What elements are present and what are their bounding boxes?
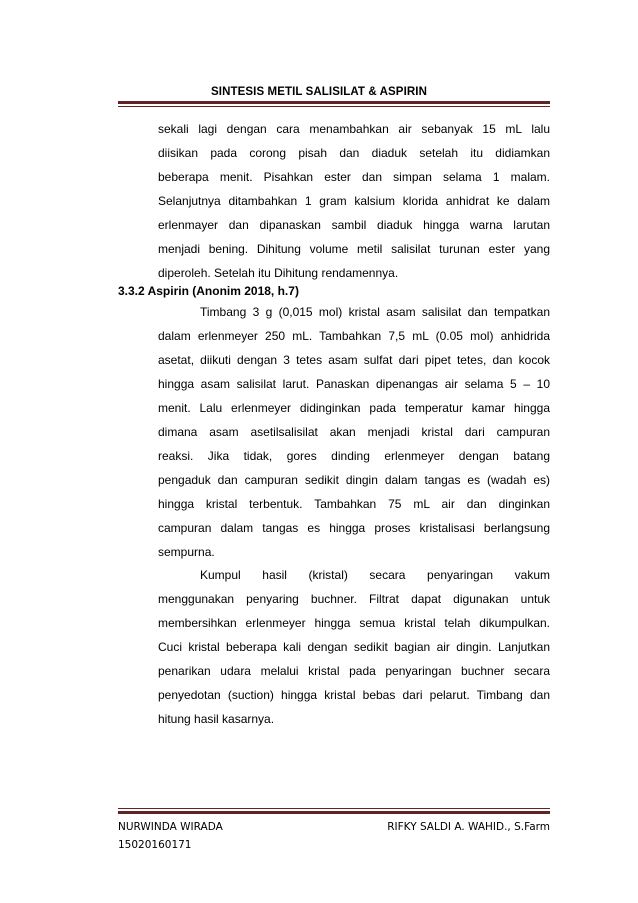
header-rule-thick	[118, 101, 550, 104]
footer-supervisor: RIFKY SALDI A. WAHID., S.Farm	[387, 821, 550, 833]
paragraph-line: menggunakan penyaring buchner. Filtrat dapat digunakan untuk	[158, 592, 550, 606]
paragraph-line: menjadi bening. Dihitung volume metil salisilat turunan ester yang	[158, 242, 550, 256]
paragraph-line: diisikan pada corong pisah dan diaduk setelah itu didiamkan	[158, 146, 550, 160]
header-rule-thin	[118, 106, 550, 107]
footer-author-id: 15020160171	[118, 839, 192, 851]
paragraph-line: Selanjutnya ditambahkan 1 gram kalsium klorida anhidrat ke dalam	[158, 194, 550, 208]
paragraph-line: reaksi. Jika tidak, gores dinding erlenmeyer dengan batang	[158, 449, 550, 463]
paragraph-line: dalam erlenmeyer 250 mL. Tambahkan 7,5 mL (0.05 mol) anhidrida	[158, 329, 550, 343]
paragraph-line: dimana asam asetilsalisilat akan menjadi kristal dari campuran	[158, 425, 550, 439]
paragraph-line: sekali lagi dengan cara menambahkan air sebanyak 15 mL lalu	[158, 122, 550, 136]
paragraph-line: membersihkan erlenmeyer hingga semua kristal telah dikumpulkan.	[158, 616, 550, 630]
paragraph-line: penarikan udara melalui kristal pada penyaringan buchner secara	[158, 664, 550, 678]
section-heading: 3.3.2 Aspirin (Anonim 2018, h.7)	[118, 284, 299, 298]
footer-author-name: NURWINDA WIRADA	[118, 821, 223, 833]
paragraph-line: Cuci kristal beberapa kali dengan sedikit bagian air dingin. Lanjutkan	[158, 640, 550, 654]
paragraph-line: sempurna.	[158, 545, 215, 559]
page-header-title: SINTESIS METIL SALISILAT & ASPIRIN	[211, 86, 427, 98]
paragraph-line: hingga kristal terbentuk. Tambahkan 75 mL air dan dinginkan	[158, 497, 550, 511]
paragraph-line: Timbang 3 g (0,015 mol) kristal asam salisilat dan tempatkan	[200, 305, 550, 319]
paragraph-line: hingga asam salisilat larut. Panaskan dipenangas air selama 5 – 10	[158, 377, 550, 391]
paragraph-line: Kumpul hasil (kristal) secara penyaringan vakum	[200, 568, 550, 582]
paragraph-line: pengaduk dan campuran sedikit dingin dalam tangas es (wadah es)	[158, 473, 550, 487]
paragraph-line: erlenmayer dan dipanaskan sambil diaduk hingga warna larutan	[158, 218, 550, 232]
footer-rule-thin	[118, 808, 550, 809]
paragraph-line: campuran dalam tangas es hingga proses kristalisasi berlangsung	[158, 521, 550, 535]
paragraph-line: asetat, diikuti dengan 3 tetes asam sulfat dari pipet tetes, dan kocok	[158, 353, 550, 367]
paragraph-line: hitung hasil kasarnya.	[158, 712, 275, 726]
paragraph-line: penyedotan (suction) hingga kristal bebas dari pelarut. Timbang dan	[158, 688, 550, 702]
footer-rule-thick	[118, 811, 550, 814]
paragraph-line: menit. Lalu erlenmeyer didinginkan pada temperatur kamar hingga	[158, 401, 550, 415]
paragraph-line: beberapa menit. Pisahkan ester dan simpan selama 1 malam.	[158, 170, 550, 184]
paragraph-line: diperoleh. Setelah itu Dihitung rendamennya.	[158, 266, 399, 280]
